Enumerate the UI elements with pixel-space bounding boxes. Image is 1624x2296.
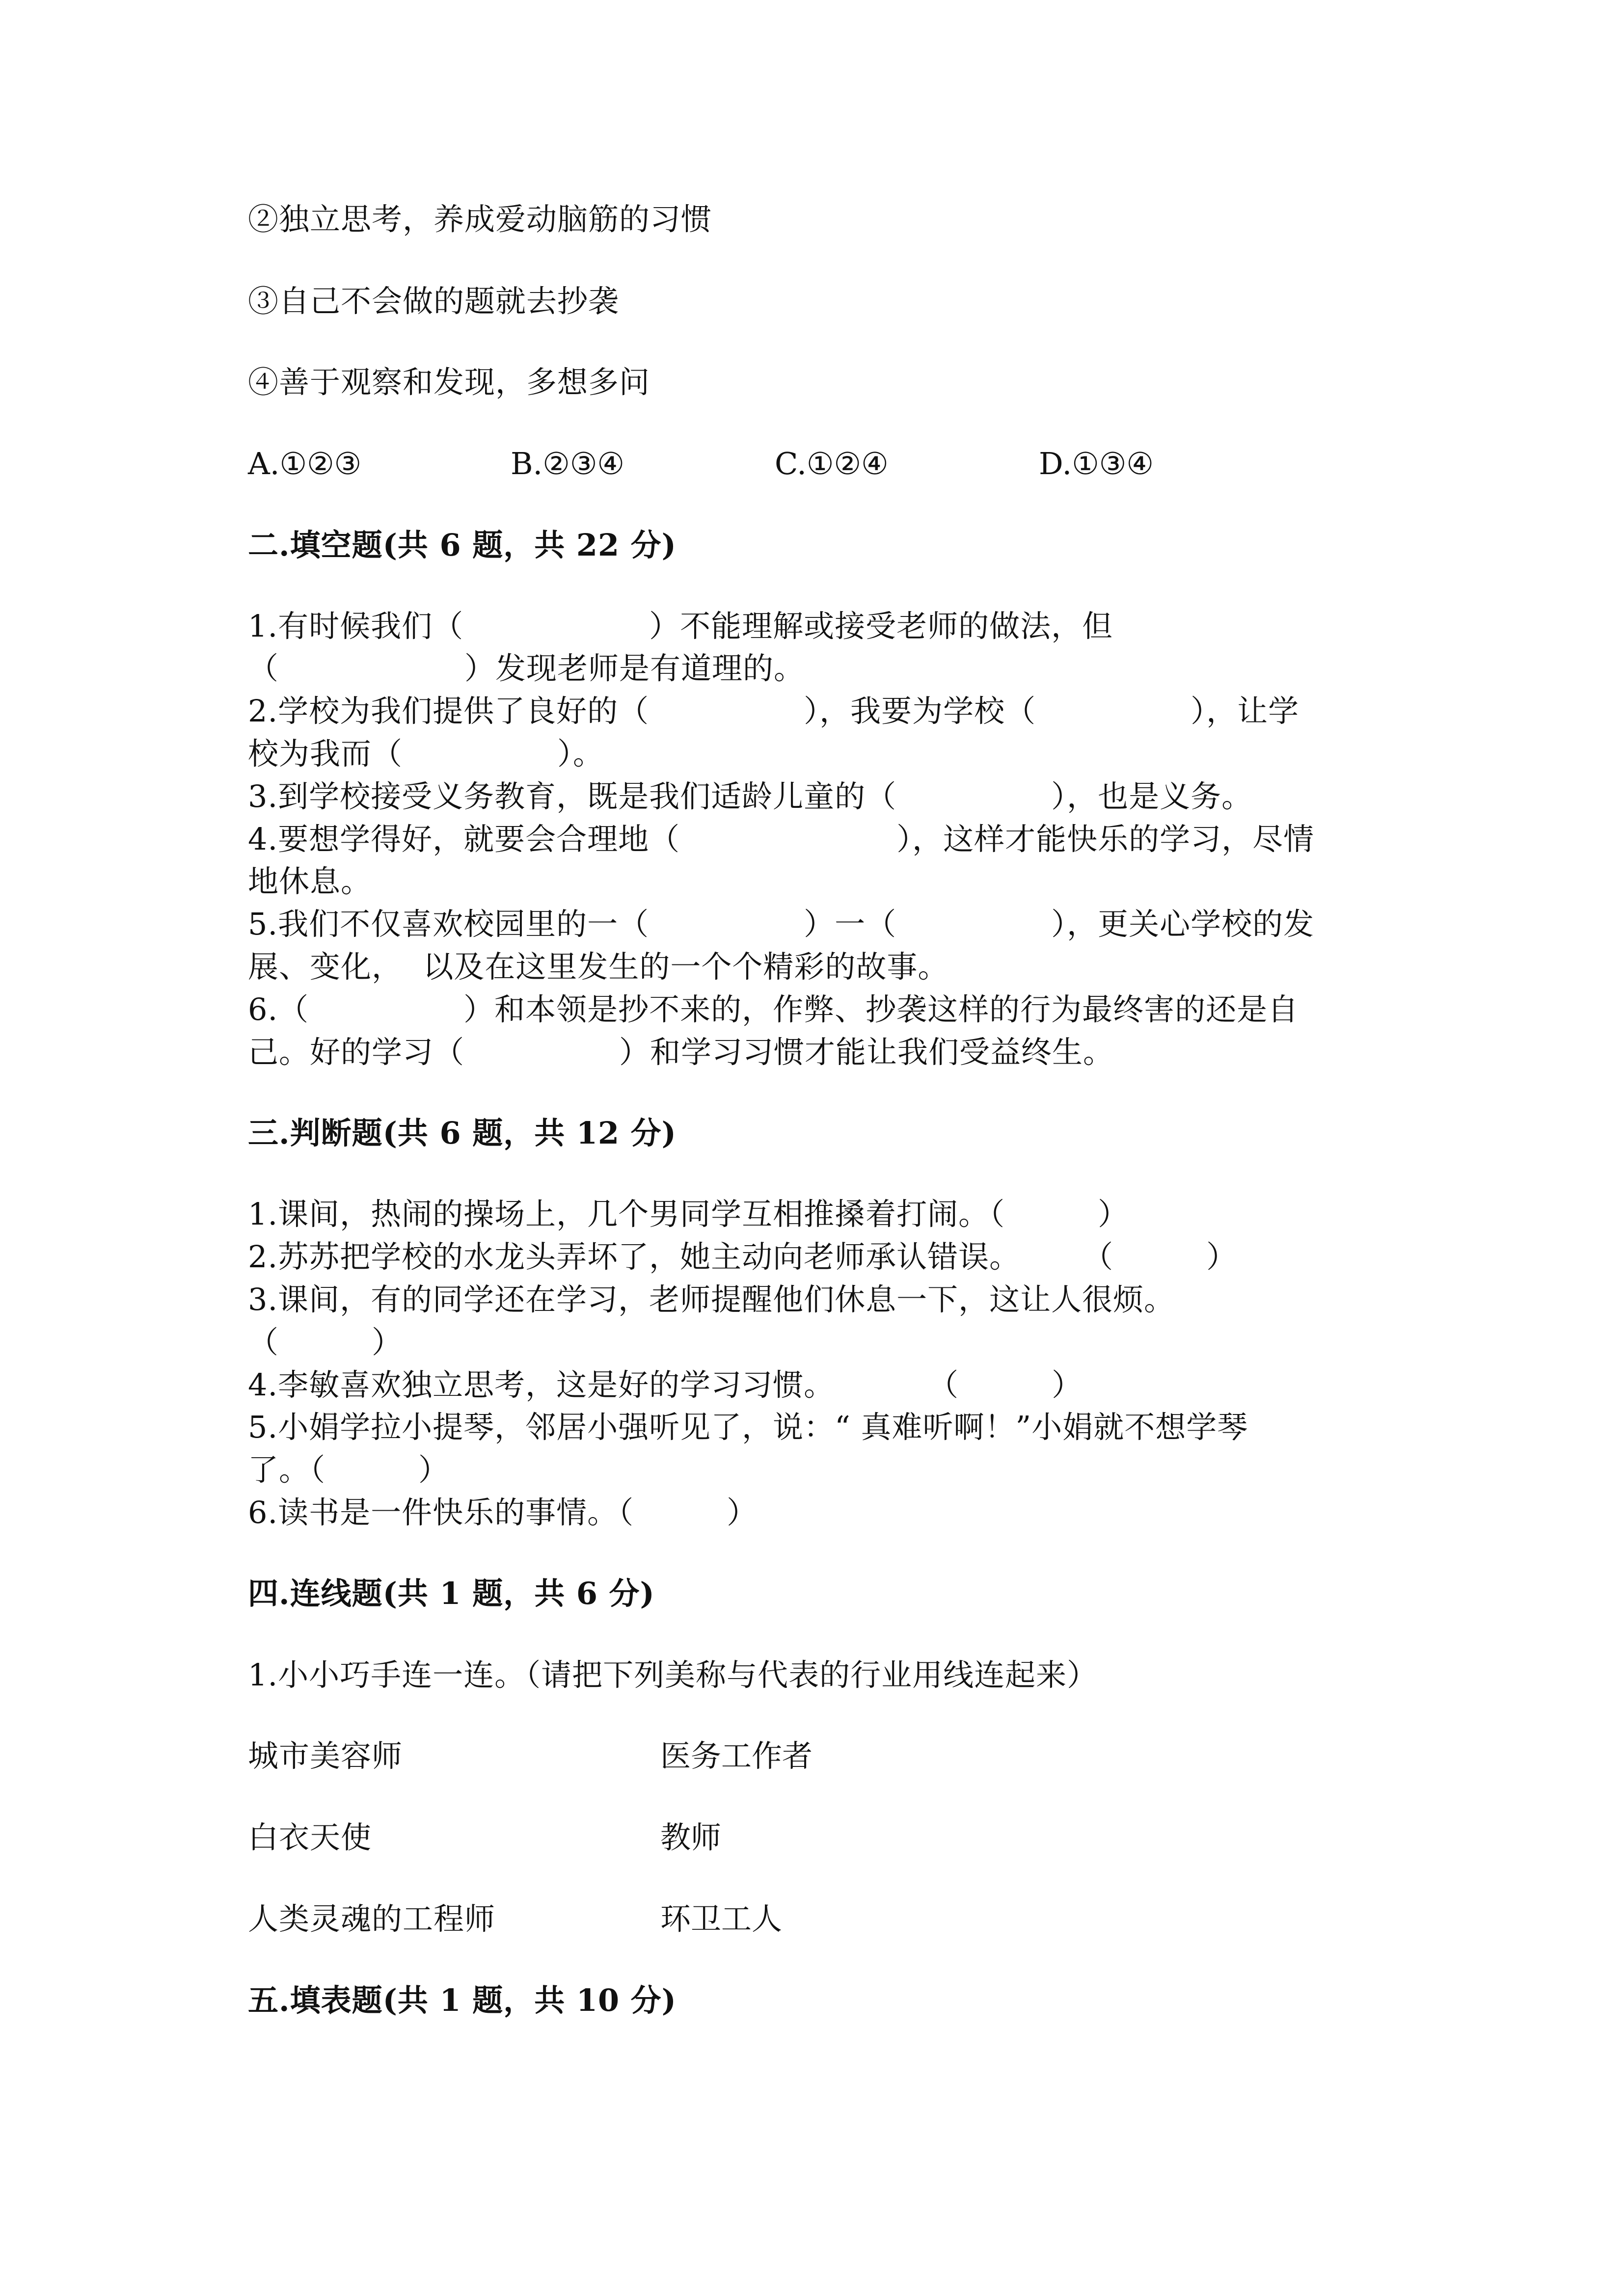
fill-blank-line: 6.（ ）和本领是抄不来的，作弊、抄袭这样的行为最终害的还是自	[248, 991, 1299, 1027]
matching-right-item: 环卫工人	[660, 1901, 783, 1937]
option-item-2: ②独立思考，养成爱动脑筋的习惯	[248, 201, 712, 237]
fill-blank-line: 4.要想学得好，就要会合理地（ ），这样才能快乐的学习，尽情	[248, 821, 1315, 857]
matching-left-item: 城市美容师	[248, 1738, 403, 1774]
fill-blank-line: 3.到学校接受义务教育，既是我们适龄儿童的（ ），也是义务。	[248, 778, 1253, 814]
fill-blank-line: 地休息。	[248, 863, 372, 899]
matching-left-item: 白衣天使	[248, 1819, 372, 1855]
true-false-line: 1.课间，热闹的操场上，几个男同学互相推搡着打闹。（ ）	[248, 1196, 1129, 1232]
fill-blank-line: 校为我而（ ）。	[248, 736, 604, 772]
matching-right-item: 医务工作者	[660, 1738, 813, 1774]
fill-blank-line: （ ）发现老师是有道理的。	[248, 650, 805, 686]
fill-blank-line: 2.学校为我们提供了良好的（ ），我要为学校（ ），让学	[248, 693, 1299, 729]
fill-blank-line: 己。好的学习（ ）和学习习惯才能让我们受益终生。	[248, 1034, 1114, 1070]
option-item-3: ③自己不会做的题就去抄袭	[248, 283, 620, 319]
fill-blank-line: 1.有时候我们（ ）不能理解或接受老师的做法，但	[248, 608, 1113, 644]
true-false-line: 5.小娟学拉小提琴，邻居小强听见了，说：“ 真难听啊！”小娟就不想学琴	[248, 1409, 1248, 1445]
true-false-line: （ ）	[248, 1324, 403, 1360]
true-false-line: 3.课间，有的同学还在学习，老师提醒他们休息一下，这让人很烦。	[248, 1281, 1175, 1317]
true-false-line: 了。（ ）	[248, 1452, 450, 1488]
fill-blank-line: 展、变化， 以及在这里发生的一个个精彩的故事。	[248, 949, 949, 985]
choice-c: C.①②④	[775, 446, 889, 481]
section-heading-fill-blank: 二.填空题(共 6 题，共 22 分)	[248, 527, 677, 563]
choice-d: D.①③④	[1039, 446, 1154, 481]
choice-b: B.②③④	[511, 446, 625, 481]
matching-right-item: 教师	[660, 1819, 722, 1855]
section-heading-matching: 四.连线题(共 1 题，共 6 分)	[248, 1575, 655, 1611]
choice-a: A.①②③	[248, 446, 362, 481]
true-false-line: 6.读书是一件快乐的事情。（ ）	[248, 1495, 758, 1530]
option-item-4: ④善于观察和发现，多想多问	[248, 364, 650, 400]
section-heading-true-false: 三.判断题(共 6 题，共 12 分)	[248, 1115, 677, 1151]
fill-blank-line: 5.我们不仅喜欢校园里的一（ ）一（ ），更关心学校的发	[248, 906, 1315, 942]
true-false-line: 2.苏苏把学校的水龙头弄坏了，她主动向老师承认错误。 （ ）	[248, 1239, 1238, 1275]
matching-prompt: 1.小小巧手连一连。（请把下列美称与代表的行业用线连起来）	[248, 1657, 1098, 1693]
matching-left-item: 人类灵魂的工程师	[248, 1901, 496, 1937]
section-heading-table: 五.填表题(共 1 题，共 10 分)	[248, 1982, 677, 2018]
true-false-line: 4.李敏喜欢独立思考，这是好的学习习惯。 （ ）	[248, 1367, 1083, 1403]
